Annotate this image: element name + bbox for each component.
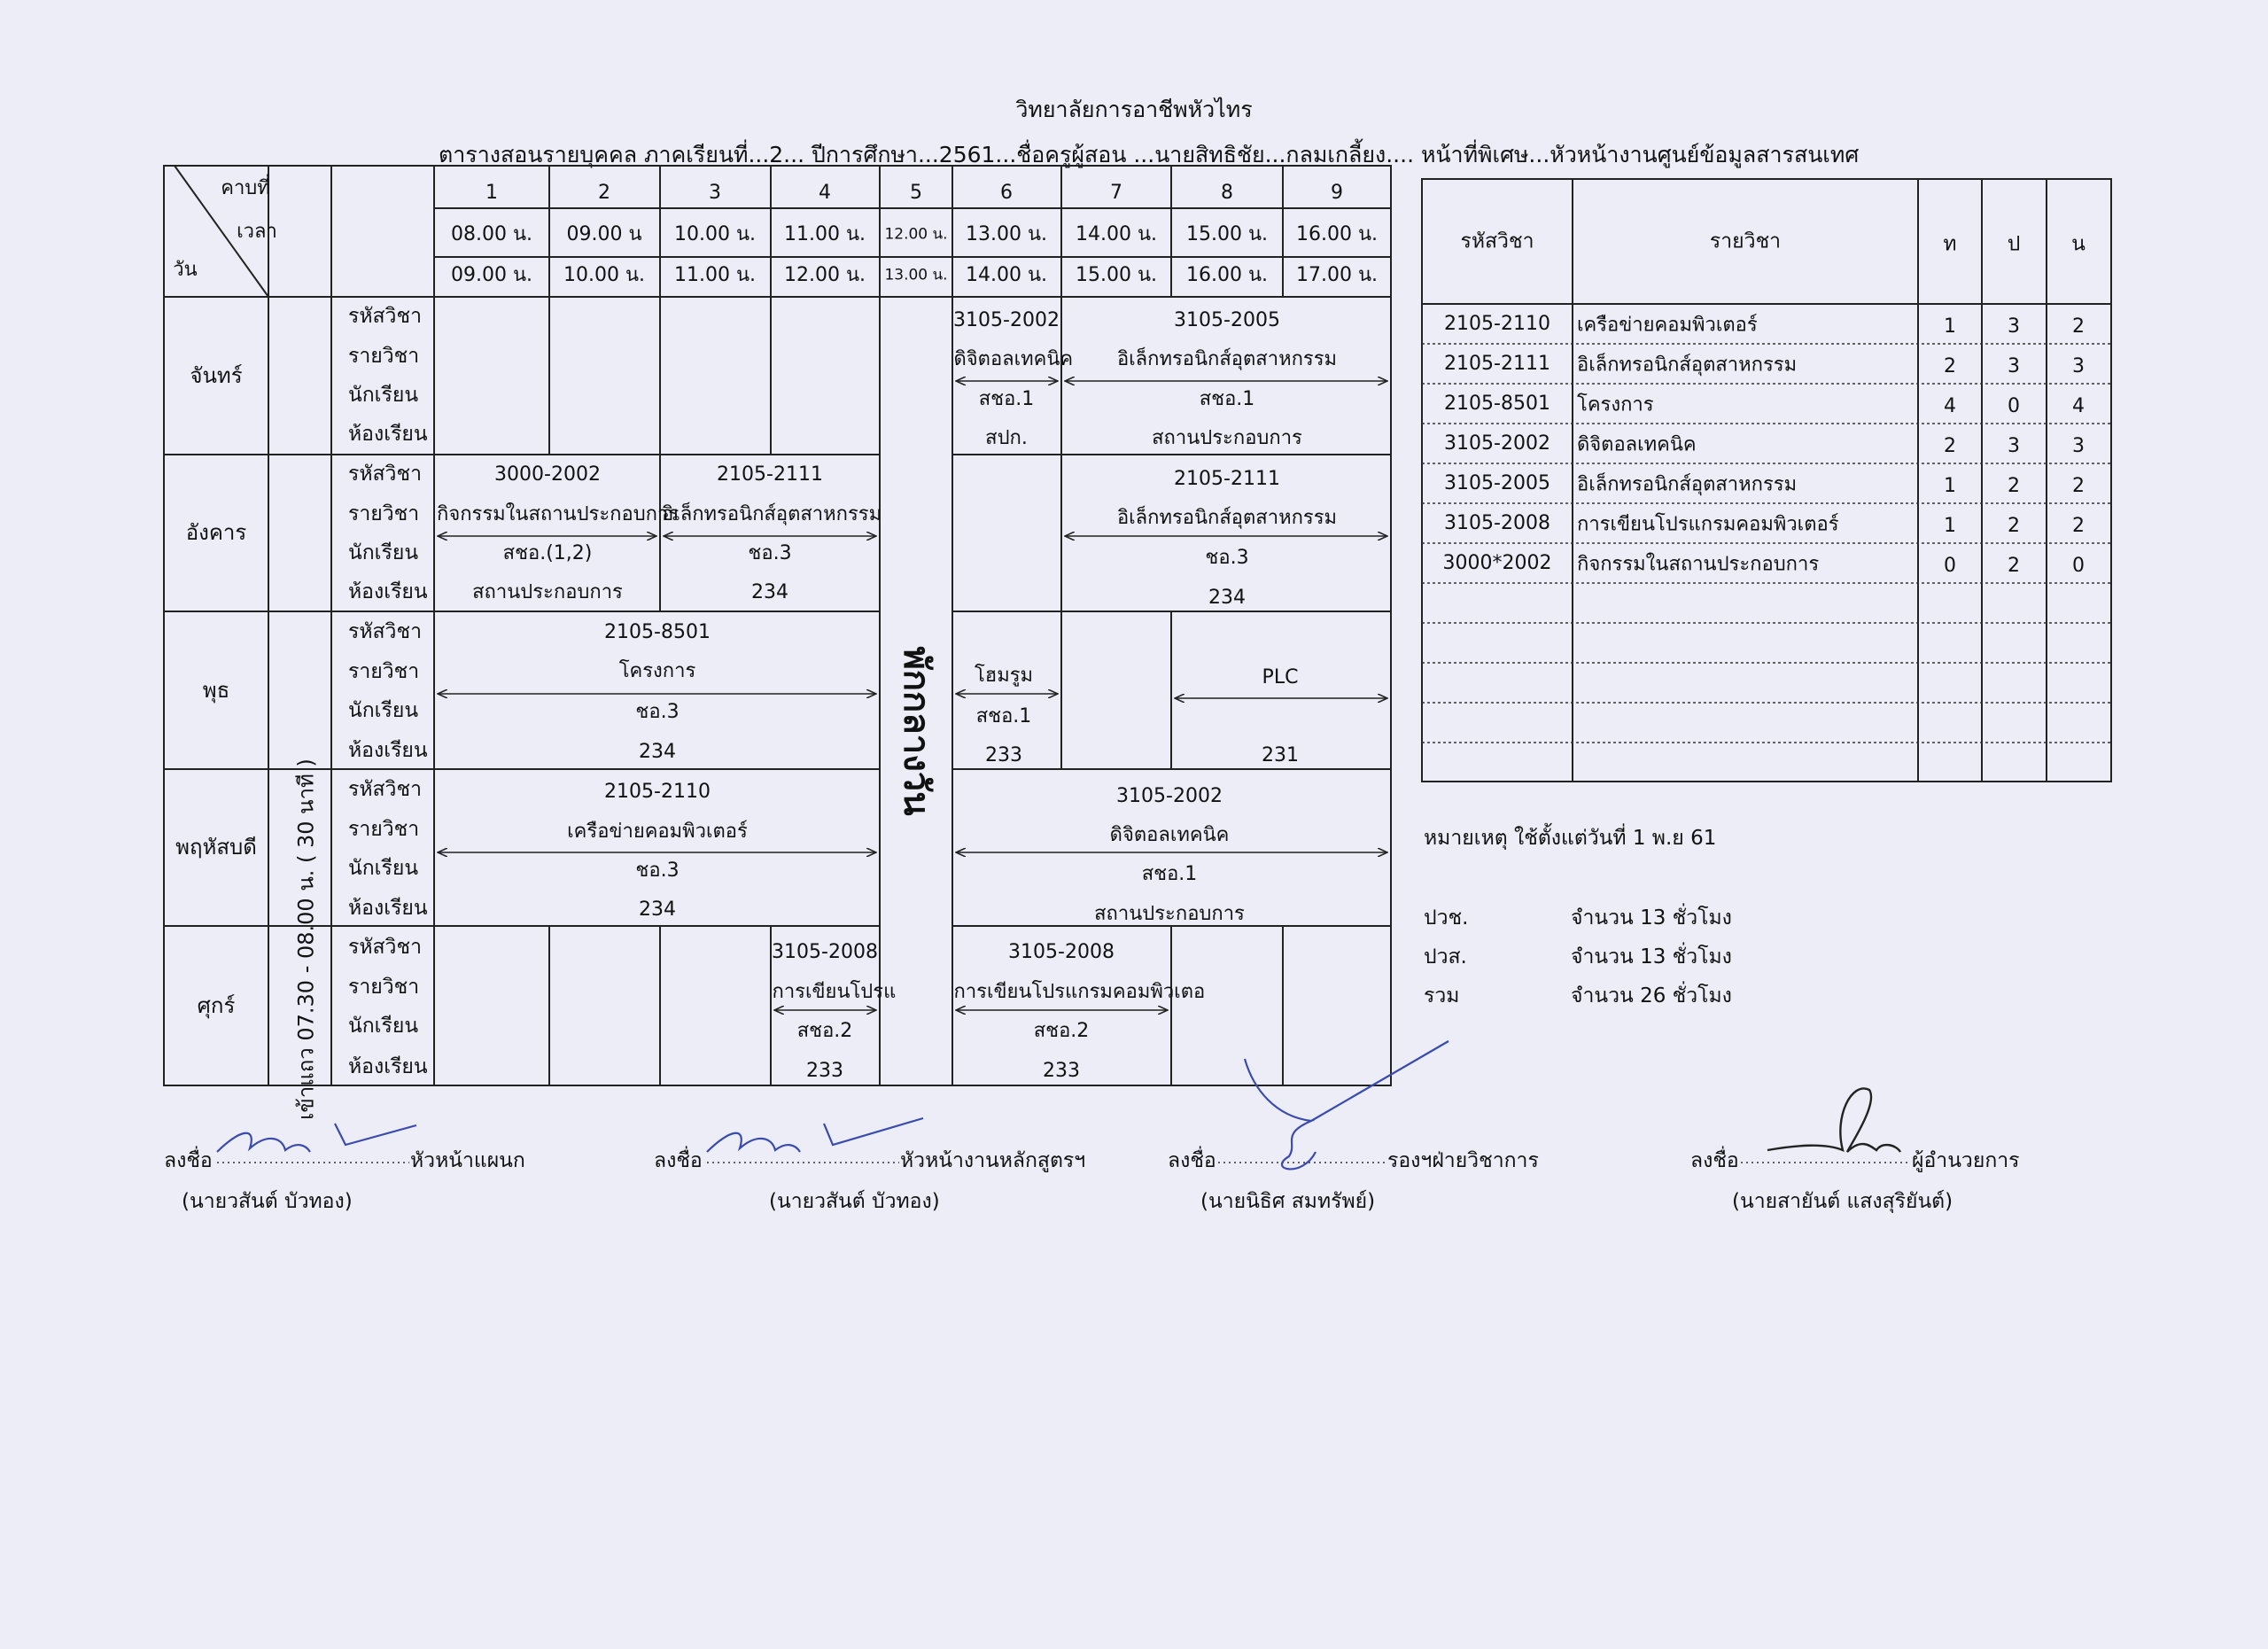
row-label-subject: รายวิชา <box>348 818 420 841</box>
class-subject: การเขียนโปรแกรมคอมพิวเตอ <box>953 981 1206 1003</box>
class-subject: การเขียนโปรแ <box>772 981 897 1003</box>
corner-day-label: วัน <box>173 259 198 281</box>
class-room: 233 <box>985 744 1022 766</box>
class-students: สชอ.2 <box>1033 1020 1090 1042</box>
subjects-header-n: น <box>2071 232 2085 256</box>
class-students: สชอ.1 <box>975 705 1032 727</box>
period-start: 10.00 น. <box>673 223 757 245</box>
subject-code: 3000*2002 <box>1442 552 1552 574</box>
signature-role: ผู้อำนวยการ <box>1912 1149 2020 1172</box>
subject-name: เครือข่ายคอมพิวเตอร์ <box>1577 314 1758 337</box>
period-no: 6 <box>1000 182 1013 204</box>
row-label-students: นักเรียน <box>348 857 419 880</box>
period-no: 2 <box>598 182 610 204</box>
subject-p: 2 <box>2008 475 2020 497</box>
class-code: 3105-2002 <box>1116 785 1223 807</box>
signature-2-scribble <box>707 1118 923 1152</box>
subject-t: 1 <box>1944 515 1956 537</box>
period-end: 16.00 น. <box>1185 264 1269 286</box>
class-students: ชอ.3 <box>635 860 680 882</box>
row-label-room: ห้องเรียน <box>348 897 428 920</box>
class-room: 233 <box>1043 1060 1080 1082</box>
subject-p: 3 <box>2008 315 2020 338</box>
class-students: ชอ.3 <box>1205 547 1249 569</box>
period-end: 13.00 น. <box>884 266 948 284</box>
subject-p: 2 <box>2008 555 2020 577</box>
period-no: 1 <box>485 182 498 204</box>
class-subject: โครงการ <box>618 660 696 682</box>
signature-prefix: ลงชื่อ <box>1168 1149 1216 1172</box>
period-no: 7 <box>1110 182 1122 204</box>
class-subject: โฮมรูม <box>974 665 1034 687</box>
row-label-code: รหัสวิชา <box>348 305 422 328</box>
class-code: 3000-2002 <box>494 463 601 486</box>
period-start: 12.00 น. <box>884 225 948 244</box>
signature-name: (นายสายันต์ แสงสุริยันต์) <box>1732 1190 1953 1213</box>
class-code: 2105-2111 <box>1174 468 1280 490</box>
row-label-room: ห้องเรียน <box>348 580 428 603</box>
lunch-break-label: พักกลางวัน <box>896 646 936 816</box>
subject-code: 3105-2005 <box>1444 472 1550 494</box>
subject-code: 3105-2008 <box>1444 512 1550 534</box>
subject-p: 2 <box>2008 515 2020 537</box>
class-subject: ดิจิตอลเทคนิค <box>1109 824 1230 846</box>
class-code: 2105-8501 <box>604 621 711 643</box>
class-students: ชอ.3 <box>748 542 792 564</box>
class-code: 2105-2111 <box>717 463 823 486</box>
period-end: 15.00 น. <box>1075 264 1158 286</box>
class-students: สชอ.1 <box>1199 388 1255 410</box>
class-students: สชอ.1 <box>978 388 1035 410</box>
corner-period-label: คาบที่ <box>221 177 270 199</box>
row-label-subject: รายวิชา <box>348 976 420 999</box>
subjects-header-code: รหัสวิชา <box>1460 229 1534 253</box>
hours-level: ปวช. <box>1424 906 1469 930</box>
subject-name: ดิจิตอลเทคนิค <box>1577 433 1697 456</box>
day-name: อังคาร <box>185 520 247 545</box>
subject-code: 2105-2111 <box>1444 353 1550 375</box>
class-room: สถานประกอบการ <box>1094 903 1245 925</box>
signature-name: (นายวสันต์ บัวทอง) <box>182 1190 353 1213</box>
signature-role: รองฯฝ่ายวิชาการ <box>1387 1149 1539 1172</box>
period-end: 14.00 น. <box>965 264 1048 286</box>
class-students: ชอ.3 <box>635 701 680 723</box>
period-start: 15.00 น. <box>1185 223 1269 245</box>
row-label-code: รหัสวิชา <box>348 620 422 643</box>
row-label-students: นักเรียน <box>348 384 419 407</box>
subject-n: 2 <box>2072 475 2085 497</box>
class-code: 3105-2008 <box>772 941 878 963</box>
period-start: 14.00 น. <box>1075 223 1158 245</box>
subject-code: 2105-2110 <box>1444 313 1550 335</box>
subject-n: 0 <box>2072 555 2085 577</box>
remark-note: หมายเหตุ ใช้ตั้งแต่วันที่ 1 พ.ย 61 <box>1424 827 1717 850</box>
class-subject: เครือข่ายคอมพิวเตอร์ <box>567 821 748 843</box>
subject-n: 2 <box>2072 515 2085 537</box>
row-label-code: รหัสวิชา <box>348 936 422 959</box>
subject-n: 2 <box>2072 315 2085 338</box>
row-label-room: ห้องเรียน <box>348 739 428 762</box>
day-name: จันทร์ <box>190 363 243 388</box>
hours-text: จำนวน 26 ชั่วโมง <box>1571 984 1732 1007</box>
row-label-code: รหัสวิชา <box>348 778 422 801</box>
day-name: พฤหัสบดี <box>175 835 257 860</box>
class-room: 231 <box>1262 744 1299 766</box>
page-subtitle: ตารางสอนรายบุคคล ภาคเรียนที่...2... ปีการศึกษา...2561...ชื่อครูผู้สอน ...นายสิทธิชัย...กลมเกลี้ยง.... หน้าที่พิเศษ...หัวหน้างานศูนย์ข้อมูลสารสนเทศ <box>439 142 1860 167</box>
subject-name: อิเล็กทรอนิกส์อุตสาหกรรม <box>1577 473 1798 496</box>
period-start: 11.00 น. <box>783 223 866 245</box>
period-start: 13.00 น. <box>965 223 1048 245</box>
subject-t: 2 <box>1944 355 1956 377</box>
row-label-students: นักเรียน <box>348 699 419 722</box>
row-label-code: รหัสวิชา <box>348 463 422 486</box>
period-no: 4 <box>819 182 831 204</box>
subject-code: 3105-2002 <box>1444 432 1550 455</box>
corner-time-label: เวลา <box>237 221 277 243</box>
signature-4-scribble <box>1767 1088 1900 1152</box>
period-start: 09.00 น <box>566 223 642 245</box>
class-subject: ดิจิตอลเทคนิค <box>953 348 1074 370</box>
subject-t: 0 <box>1944 555 1956 577</box>
subject-name: อิเล็กทรอนิกส์อุตสาหกรรม <box>1577 354 1798 377</box>
class-code: 2105-2110 <box>604 781 711 803</box>
subject-n: 4 <box>2072 395 2085 417</box>
hours-text: จำนวน 13 ชั่วโมง <box>1571 945 1732 968</box>
signature-1-scribble <box>217 1124 416 1152</box>
signature-name: (นายนิธิศ สมทรัพย์) <box>1200 1190 1376 1213</box>
signature-prefix: ลงชื่อ <box>654 1149 703 1172</box>
class-students: สชอ.2 <box>796 1020 853 1042</box>
signature-prefix: ลงชื่อ <box>1690 1149 1739 1172</box>
subject-name: การเขียนโปรแกรมคอมพิวเตอร์ <box>1577 513 1839 536</box>
subject-t: 2 <box>1944 435 1956 457</box>
class-room: 234 <box>639 741 676 763</box>
class-code: 3105-2005 <box>1174 309 1280 331</box>
class-subject: อิเล็กทรอนิกส์อุตสาหกรรม <box>662 503 882 525</box>
class-subject: อิเล็กทรอนิกส์อุตสาหกรรม <box>1116 348 1338 370</box>
hours-level: ปวส. <box>1424 945 1467 968</box>
row-label-students: นักเรียน <box>348 1015 419 1038</box>
subject-n: 3 <box>2072 355 2085 377</box>
class-room: 234 <box>639 898 676 921</box>
period-end: 12.00 น. <box>783 264 866 286</box>
class-code: 3105-2002 <box>953 309 1060 331</box>
morning-assembly-note: เข้าแถว 07.30 - 08.00 น. ( 30 นาที ) <box>293 758 319 1120</box>
class-code: 3105-2008 <box>1008 941 1115 963</box>
period-end: 17.00 น. <box>1295 264 1379 286</box>
signature-role: หัวหน้าแผนก <box>410 1149 525 1172</box>
period-end: 11.00 น. <box>673 264 757 286</box>
row-label-room: ห้องเรียน <box>348 1055 428 1078</box>
signature-name: (นายวสันต์ บัวทอง) <box>769 1190 940 1213</box>
class-students: สชอ.(1,2) <box>502 542 593 564</box>
class-room: สปก. <box>985 427 1028 449</box>
row-label-subject: รายวิชา <box>348 660 420 683</box>
subject-name: โครงการ <box>1577 393 1654 416</box>
period-no: 9 <box>1331 182 1343 204</box>
class-room: 233 <box>806 1060 843 1082</box>
subject-p: 3 <box>2008 435 2020 457</box>
class-room: สถานประกอบการ <box>1152 427 1302 449</box>
row-label-room: ห้องเรียน <box>348 423 428 446</box>
subject-t: 1 <box>1944 315 1956 338</box>
subjects-header-t: ท <box>1943 232 1957 256</box>
page-title: วิทยาลัยการอาชีพหัวไทร <box>1015 97 1253 122</box>
class-subject: อิเล็กทรอนิกส์อุตสาหกรรม <box>1116 507 1338 529</box>
hours-level: รวม <box>1424 984 1460 1007</box>
row-label-subject: รายวิชา <box>348 345 420 368</box>
class-students: สชอ.1 <box>1141 863 1198 885</box>
period-start: 16.00 น. <box>1295 223 1379 245</box>
subject-n: 3 <box>2072 435 2085 457</box>
day-name: ศุกร์ <box>197 993 236 1018</box>
subject-name: กิจกรรมในสถานประกอบการ <box>1577 553 1820 576</box>
hours-text: จำนวน 13 ชั่วโมง <box>1571 906 1732 930</box>
period-no: 5 <box>910 182 922 204</box>
subject-t: 4 <box>1944 395 1956 417</box>
period-no: 8 <box>1221 182 1233 204</box>
signature-prefix: ลงชื่อ <box>164 1149 213 1172</box>
period-start: 08.00 น. <box>450 223 533 245</box>
row-label-students: นักเรียน <box>348 541 419 564</box>
class-room: สถานประกอบการ <box>472 581 623 603</box>
subjects-header-p: ป <box>2007 232 2021 256</box>
period-end: 10.00 น. <box>563 264 646 286</box>
subject-code: 2105-8501 <box>1444 393 1550 415</box>
class-room: 234 <box>1208 587 1246 609</box>
period-no: 3 <box>709 182 721 204</box>
subject-p: 3 <box>2008 355 2020 377</box>
subjects-header-name: รายวิชา <box>1709 229 1782 253</box>
class-subject: กิจกรรมในสถานประกอบการ <box>437 503 680 525</box>
signature-role: หัวหน้างานหลักสูตรฯ <box>900 1149 1086 1172</box>
subject-p: 0 <box>2008 395 2020 417</box>
class-room: 234 <box>751 581 788 603</box>
period-end: 09.00 น. <box>450 264 533 286</box>
subject-t: 1 <box>1944 475 1956 497</box>
row-label-subject: รายวิชา <box>348 502 420 525</box>
day-name: พุธ <box>202 678 230 703</box>
class-subject: PLC <box>1262 666 1299 688</box>
